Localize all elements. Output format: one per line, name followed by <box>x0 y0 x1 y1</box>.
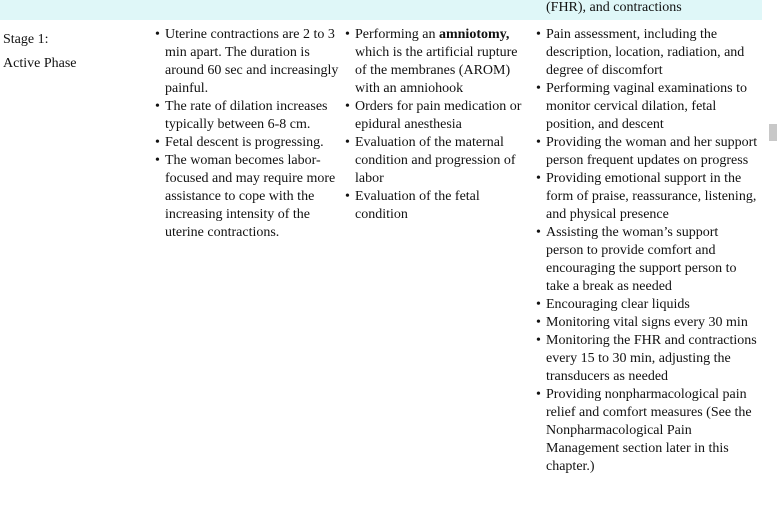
scrollbar-thumb[interactable] <box>769 124 777 141</box>
nursing-action-item: • Providing emotional support in the form of praise, reassurance, listening, and physical presence <box>536 170 758 224</box>
nursing-action-item: • Monitoring the FHR and contractions every 15 to 30 min, adjusting the transducers as needed <box>536 332 758 386</box>
nursing-action-item: • Assisting the woman’s support person to provide comfort and encouraging the support person to take a break as needed <box>536 224 758 296</box>
nursing-action-item: • Pain assessment, including the description, location, radiation, and degree of discomfort <box>536 26 758 80</box>
stage-label <box>3 31 76 79</box>
stage-phase: Active Phase <box>3 56 77 71</box>
amniotomy-prefix: Performing an <box>355 27 439 42</box>
nursing-action-item: • Encouraging clear liquids <box>536 296 758 314</box>
characteristic-item: • Uterine contractions are 2 to 3 min apart. The duration is around 60 sec and increasingly painful. <box>155 26 341 98</box>
provider-action-item: • Evaluation of the maternal condition and progression of labor <box>345 134 527 188</box>
nursing-action-item: • Providing nonpharmacological pain relief and comfort measures (See the Nonpharmacological Pain Management section later in this chapter.) <box>536 386 758 476</box>
previous-row-continuation <box>0 0 762 20</box>
characteristic-item: • Fetal descent is progressing. <box>155 134 341 152</box>
provider-action-item: • Orders for pain medication or epidural anesthesia <box>345 98 527 134</box>
provider-action-item: • Evaluation of the fetal condition <box>345 188 527 224</box>
characteristic-item: • The rate of dilation increases typically between 6-8 cm. <box>155 98 341 134</box>
characteristic-item: • The woman becomes labor-focused and may require more assistance to cope with the increasing intensity of the uterine contractions. <box>155 152 341 242</box>
nursing-action-item: • Performing vaginal examinations to monitor cervical dilation, fetal position, and descent <box>536 80 758 134</box>
vertical-scrollbar[interactable] <box>762 0 777 532</box>
previous-row-text: (FHR), and contractions <box>546 0 682 15</box>
characteristics-list <box>155 26 341 242</box>
nursing-action-item: • Providing the woman and her support person frequent updates on progress <box>536 134 758 170</box>
provider-action-item-amniotomy <box>345 26 527 98</box>
stage-number: Stage 1: <box>3 32 49 47</box>
nursing-actions-list <box>536 26 758 476</box>
provider-actions-list <box>345 26 527 224</box>
amniotomy-term: amniotomy, <box>438 27 510 42</box>
nursing-action-item: • Monitoring vital signs every 30 min <box>536 314 758 332</box>
amniotomy-rest: which is the artificial rupture of the membranes (AROM) with an amniohook <box>355 45 518 96</box>
